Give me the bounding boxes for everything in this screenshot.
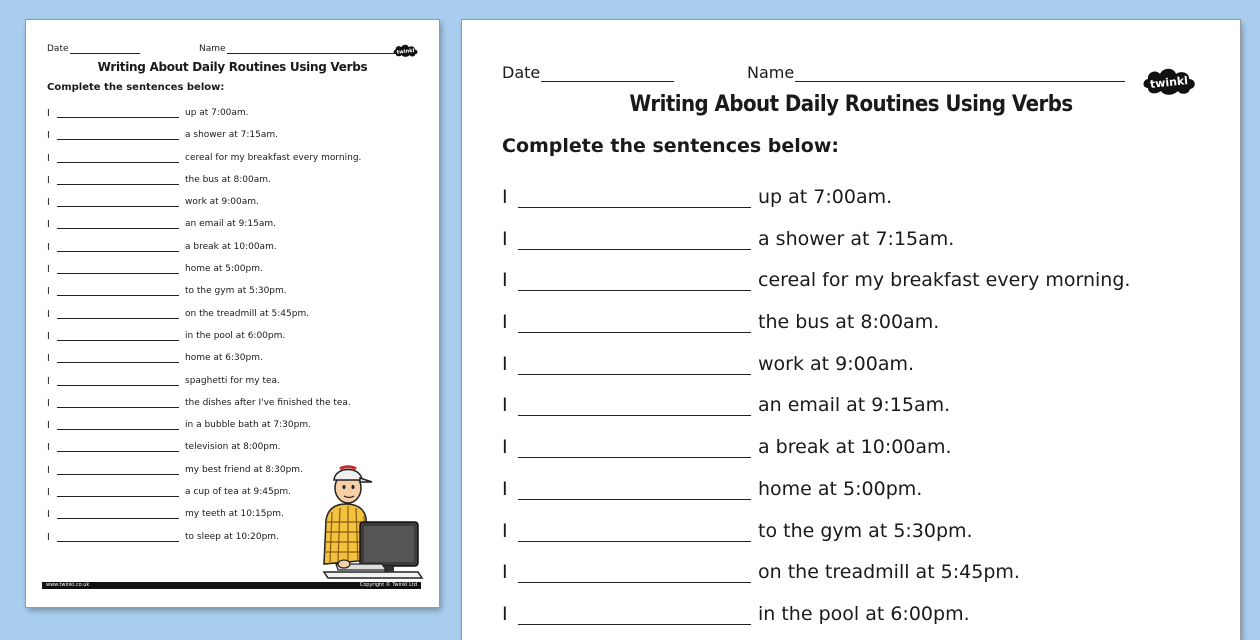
thumb-date-line	[70, 44, 140, 54]
thumb-sentence-pronoun: I	[47, 108, 50, 119]
sentence-row	[502, 478, 1130, 520]
answer-blank[interactable]	[518, 436, 751, 458]
sentence-pronoun: I	[502, 352, 508, 375]
sentence-pronoun: I	[502, 394, 508, 417]
thumb-sentence-pronoun: I	[47, 464, 50, 476]
thumb-instruction: Complete the sentences below:	[47, 82, 225, 93]
sentence-pronoun: I	[502, 436, 508, 459]
sentence-row	[502, 353, 1130, 395]
sentence-text: a break at 10:00am.	[758, 436, 952, 459]
thumb-header	[47, 44, 419, 58]
thumb-sentence-pronoun: I	[47, 130, 50, 142]
sentence-text: home at 5:00pm.	[758, 477, 923, 500]
sentence-pronoun: I	[502, 519, 508, 542]
thumb-sentence-pronoun: I	[47, 531, 50, 543]
answer-blank[interactable]	[518, 228, 751, 250]
sentence-text: in the pool at 6:00pm.	[758, 602, 970, 625]
thumb-sentence-pronoun: I	[47, 487, 50, 499]
date-label: Date	[502, 63, 541, 82]
thumb-sentence-row	[47, 309, 361, 331]
thumb-sentence-text: up at 7:00am.	[185, 108, 249, 118]
thumb-answer-blank[interactable]	[57, 197, 179, 207]
sentence-text: the bus at 8:00am.	[758, 311, 940, 334]
date-line	[541, 65, 674, 82]
thumb-title: Writing About Daily Routines Using Verbs	[97, 60, 368, 74]
thumb-sentence-text: a shower at 7:15am.	[185, 130, 278, 141]
sentence-row	[502, 228, 1130, 270]
thumb-sentence-text: on the treadmill at 5:45pm.	[185, 308, 310, 319]
instruction: Complete the sentences below:	[502, 135, 839, 157]
thumb-sentence-pronoun: I	[47, 308, 50, 320]
thumb-sentence-text: home at 5:00pm.	[185, 264, 263, 275]
thumb-sentence-pronoun: I	[47, 353, 50, 365]
sentence-row	[502, 436, 1130, 478]
sentence-text: work at 9:00am.	[758, 352, 915, 375]
thumb-sentence-pronoun: I	[47, 197, 50, 209]
sentence-row	[502, 603, 1130, 640]
sentence-text: cereal for my breakfast every morning.	[758, 269, 1131, 292]
sentence-row	[502, 520, 1130, 562]
thumb-answer-blank[interactable]	[57, 153, 179, 163]
answer-blank[interactable]	[518, 478, 751, 500]
thumb-sentence-row	[47, 219, 361, 241]
thumb-footer-bar	[42, 582, 421, 589]
sentence-pronoun: I	[502, 311, 508, 334]
thumb-answer-blank[interactable]	[57, 309, 179, 319]
sentence-row	[502, 269, 1130, 311]
answer-blank[interactable]	[518, 269, 751, 291]
thumb-sentence-text: a cup of tea at 9:45pm.	[185, 487, 292, 498]
answer-blank[interactable]	[518, 394, 751, 416]
sentence-pronoun: I	[502, 227, 508, 250]
sentence-text: on the treadmill at 5:45pm.	[758, 561, 1020, 584]
thumb-sentence-row	[47, 175, 361, 197]
sentence-pronoun: I	[502, 561, 508, 584]
thumb-sentence-pronoun: I	[47, 219, 50, 231]
sentence-list	[502, 186, 1130, 640]
thumb-answer-blank[interactable]	[57, 465, 179, 475]
thumb-sentence-text: television at 8:00pm.	[185, 442, 281, 453]
sentence-text: up at 7:00am.	[758, 186, 893, 208]
thumb-sentence-pronoun: I	[47, 397, 50, 409]
thumb-sentence-text: to the gym at 5:30pm.	[185, 286, 287, 297]
page-title: Writing About Daily Routines Using Verbs	[629, 92, 1073, 117]
thumb-sentence-row	[47, 420, 361, 442]
thumb-answer-blank[interactable]	[57, 264, 179, 274]
thumb-answer-blank[interactable]	[57, 353, 179, 363]
thumb-date-field	[47, 44, 140, 54]
thumb-sentence-row	[47, 286, 361, 308]
thumb-sentence-pronoun: I	[47, 509, 50, 521]
thumb-sentence-row	[47, 242, 361, 264]
thumb-sentence-pronoun: I	[47, 375, 50, 387]
thumb-sentence-text: to sleep at 10:20pm.	[185, 531, 279, 542]
answer-blank[interactable]	[518, 311, 751, 333]
thumb-sentence-text: the bus at 8:00am.	[185, 174, 271, 185]
sentence-row	[502, 561, 1130, 603]
sentence-pronoun: I	[502, 186, 508, 208]
thumb-sentence-text: a break at 10:00am.	[185, 241, 277, 252]
name-field	[747, 63, 1125, 82]
thumb-name-label: Name	[199, 44, 226, 54]
thumb-sentence-row	[47, 264, 361, 286]
thumb-sentence-text: cereal for my breakfast every morning.	[185, 152, 362, 163]
thumb-name-line	[227, 44, 403, 54]
worksheet-thumbnail	[26, 20, 439, 607]
logo-text: twinkl	[1149, 74, 1189, 91]
sentence-row	[502, 394, 1130, 436]
thumb-sentence-pronoun: I	[47, 152, 50, 164]
thumb-name-field	[199, 44, 403, 54]
thumb-sentence-text: in a bubble bath at 7:30pm.	[185, 420, 311, 431]
thumb-sentence-row	[47, 376, 361, 398]
thumb-answer-blank[interactable]	[57, 420, 179, 430]
person-at-computer-icon	[314, 460, 426, 582]
thumb-date-label: Date	[47, 44, 69, 54]
thumb-answer-blank[interactable]	[57, 108, 179, 118]
sentence-pronoun: I	[502, 269, 508, 292]
thumb-sentence-row	[47, 353, 361, 375]
thumb-answer-blank[interactable]	[57, 442, 179, 452]
sentence-row	[502, 186, 1130, 228]
thumb-sentence-pronoun: I	[47, 264, 50, 276]
thumb-sentence-pronoun: I	[47, 442, 50, 454]
thumb-sentence-row	[47, 197, 361, 219]
thumb-sentence-row	[47, 153, 361, 175]
thumb-footer-website: www.twinkl.co.uk	[46, 582, 90, 588]
thumb-footer-copyright: Copyright © Twinkl Ltd	[359, 582, 417, 588]
thumb-answer-blank[interactable]	[57, 219, 179, 229]
sentence-pronoun: I	[502, 602, 508, 625]
thumb-sentence-row	[47, 331, 361, 353]
thumb-answer-blank[interactable]	[57, 509, 179, 519]
sentence-pronoun: I	[502, 477, 508, 500]
thumb-answer-blank[interactable]	[57, 532, 179, 542]
twinkl-logo-icon	[392, 42, 419, 59]
date-field	[502, 63, 674, 82]
thumb-answer-blank[interactable]	[57, 286, 179, 296]
answer-blank[interactable]	[518, 520, 751, 542]
thumb-answer-blank[interactable]	[57, 175, 179, 185]
thumb-sentence-row	[47, 130, 361, 152]
thumb-answer-blank[interactable]	[57, 398, 179, 408]
thumb-sentence-pronoun: I	[47, 420, 50, 432]
thumb-sentence-text: my best friend at 8:30pm.	[185, 464, 303, 475]
sentence-row	[502, 311, 1130, 353]
thumb-answer-blank[interactable]	[57, 487, 179, 497]
answer-blank[interactable]	[518, 186, 751, 208]
thumb-answer-blank[interactable]	[57, 242, 179, 252]
thumb-logo-text: twinkl	[396, 47, 415, 56]
thumb-sentence-pronoun: I	[47, 286, 50, 298]
answer-blank[interactable]	[518, 561, 751, 583]
thumb-answer-blank[interactable]	[57, 331, 179, 341]
thumb-sentence-text: in the pool at 6:00pm.	[185, 330, 286, 341]
thumb-answer-blank[interactable]	[57, 130, 179, 140]
answer-blank[interactable]	[518, 353, 751, 375]
name-label: Name	[747, 63, 795, 82]
thumb-answer-blank[interactable]	[57, 376, 179, 386]
thumb-sentence-text: the dishes after I've finished the tea.	[185, 397, 351, 408]
sentence-text: an email at 9:15am.	[758, 394, 951, 417]
sentence-text: a shower at 7:15am.	[758, 227, 955, 250]
thumb-sentence-text: work at 9:00am.	[185, 197, 259, 208]
thumb-sentence-pronoun: I	[47, 330, 50, 342]
thumb-sentence-text: my teeth at 10:15pm.	[185, 509, 284, 520]
thumb-sentence-pronoun: I	[47, 241, 50, 253]
thumb-sentence-row	[47, 398, 361, 420]
answer-blank[interactable]	[518, 603, 751, 625]
thumb-sentence-text: spaghetti for my tea.	[185, 375, 280, 386]
worksheet-zoomed	[462, 20, 1240, 640]
name-line	[795, 65, 1125, 82]
thumb-sentence-text: home at 6:30pm.	[185, 353, 263, 364]
thumb-sentence-pronoun: I	[47, 174, 50, 186]
thumb-sentence-text: an email at 9:15am.	[185, 219, 277, 230]
sentence-text: to the gym at 5:30pm.	[758, 519, 973, 542]
thumb-sentence-row	[47, 108, 361, 130]
